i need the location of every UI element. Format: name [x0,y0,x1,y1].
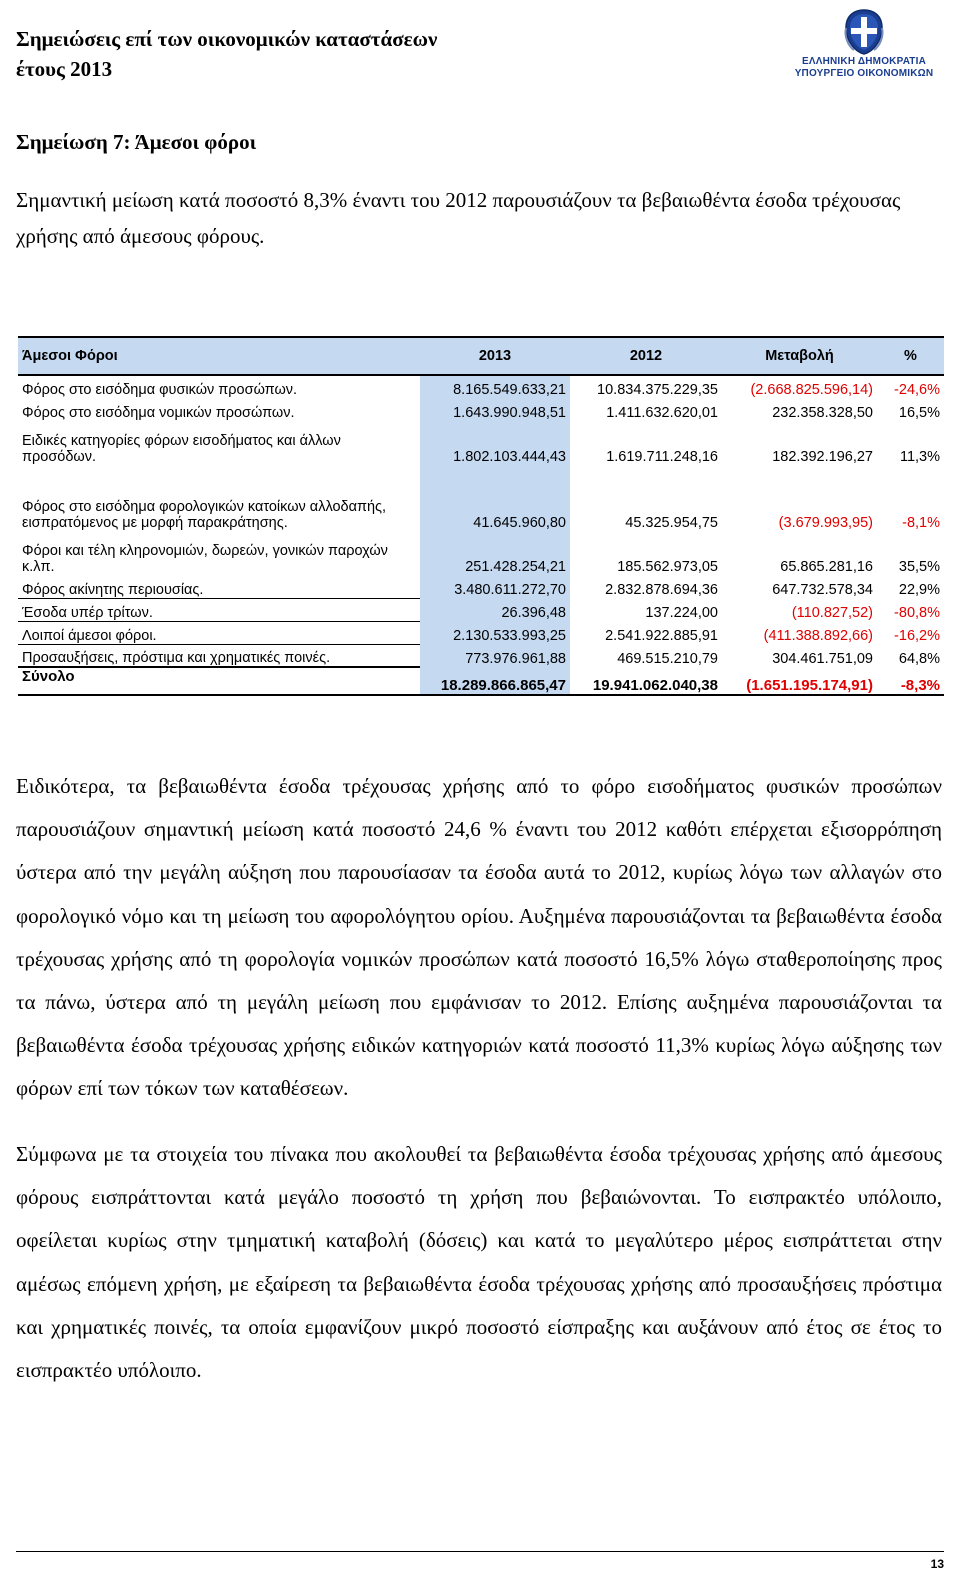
cell-pct: -16,2% [894,628,940,644]
logo-text-line2: ΥΠΟΥΡΓΕΙΟ ΟΙΚΟΝΟΜΙΚΩΝ [794,68,934,79]
row-label: Έσοδα υπέρ τρίτων. [18,598,420,621]
header-label: Άμεσοι Φόροι [18,337,420,375]
total-change: (1.651.195.174,91) [722,667,877,695]
cell-2013: 773.976.961,88 [420,644,570,667]
cell-pct: 11,3% [899,449,940,465]
table-row [18,531,944,575]
cell-2013: 251.428.254,21 [420,531,570,575]
cell-pct: 16,5% [898,405,940,421]
table-row [18,465,944,531]
footer-divider [16,1551,944,1552]
cell-pct: 35,5% [898,559,940,575]
table-row [18,398,944,421]
cell-2013: 3.480.611.272,70 [420,575,570,598]
row-label: Φόρος ακίνητης περιουσίας. [18,575,420,598]
cell-change: (110.827,52) [791,605,873,621]
cell-2013: 2.130.533.993,25 [420,621,570,644]
row-label: Προσαυξήσεις, πρόστιμα και χρηματικές ποινές. [18,644,420,667]
cell-2012: 137.224,00 [645,605,718,621]
cell-2013: 1.802.103.444,43 [420,421,570,465]
cell-2012: 45.325.954,75 [625,515,718,531]
table-row [18,598,944,621]
row-label: Φόροι και τέλη κληρονομιών, δωρεών, γονικών παροχών κ.λπ. [22,543,388,575]
cell-change: 65.865.281,16 [780,559,873,575]
row-label: Φόρος στο εισόδημα φορολογικών κατοίκων αλλοδαπής, εισπρατόμενος με μορφή παρακράτησης. [22,499,387,531]
total-2012: 19.941.062.040,38 [570,667,722,695]
cell-2013: 41.645.960,80 [420,465,570,531]
document-header [16,24,516,84]
cell-2012: 1.411.632.620,01 [606,405,718,421]
cell-2013: 8.165.549.633,21 [420,375,570,398]
cell-change: (3.679.993,95) [778,515,873,531]
cell-2012: 1.619.711.248,16 [606,449,718,465]
cell-change: (411.388.892,66) [763,628,873,644]
cell-2012: 2.832.878.694,36 [605,582,718,598]
header-title-line1: Σημειώσεις επί των οικονομικών καταστάσεων [16,27,438,51]
table-total-row [18,667,944,695]
cell-change: 304.461.751,09 [772,651,873,667]
cell-change: 232.358.328,50 [772,405,873,421]
table-row [18,644,944,667]
cell-pct: -80,8% [894,605,940,621]
row-label: Φόρος στο εισόδημα νομικών προσώπων. [22,405,295,421]
note-intro: Σημαντική μείωση κατά ποσοστό 8,3% έναντι του 2012 παρουσιάζουν τα βεβαιωθέντα έσοδα τρέχουσας χρήσης από άμεσους φόρους. [16,188,901,248]
body-paragraph-2: Σύμφωνα με τα στοιχεία του πίνακα που ακολουθεί τα βεβαιωθέντα έσοδα τρέχουσας χρήσης από άμεσους φόρους εισπράττονται κατά μεγάλο ποσοστό τη χρήση που βεβαιώνονται. Το εισπρακτέο υπόλοιπο, οφείλεται κυρίως στην τμηματική καταβολή (δόσεις) και κατά το μεγαλύτερο μέρος εισπράττεται στην αμέσως επόμενη χρήση, με εξαίρεση τα βεβαιωθέντα έσοδα τρέχουσας χρήσης από προσαυξήσεις πρόστιμα και χρηματικές ποινές, τα οποία εμφανίζουν μικρό ποσοστό είσπραξης και αυξάνουν από έτος σε έτος το εισπρακτέο υπόλοιπο. [16,1142,942,1383]
cell-pct: 22,9% [898,582,940,598]
ministry-logo [784,8,944,83]
cell-2012: 185.562.973,05 [617,559,718,575]
total-pct: -8,3% [877,667,944,695]
table-row [18,575,944,598]
direct-taxes-table [18,336,944,696]
header-title-line2: έτους 2013 [16,57,113,81]
row-label: Φόρος στο εισόδημα φυσικών προσώπων. [22,382,298,398]
cell-pct: -8,1% [902,515,940,531]
table-row [18,421,944,465]
cell-2012: 10.834.375.229,35 [597,382,718,398]
note-title: Σημείωση 7: Άμεσοι φόροι [16,130,257,154]
cell-pct: -24,6% [894,382,940,398]
header-2013: 2013 [420,337,570,375]
table-row [18,621,944,644]
table-row [18,375,944,398]
cell-change: (2.668.825.596,14) [750,382,873,398]
cell-2012: 469.515.210,79 [617,651,718,667]
total-label: Σύνολο [18,667,420,695]
cell-change: 647.732.578,34 [772,582,873,598]
page-number: 13 [930,1557,944,1571]
logo-text-line1: ΕΛΛΗΝΙΚΗ ΔΗΜΟΚΡΑΤΙΑ [801,56,927,67]
header-2012: 2012 [570,337,722,375]
cell-change: 182.392.196,27 [772,449,873,465]
cell-2013: 1.643.990.948,51 [420,398,570,421]
cell-2012: 2.541.922.885,91 [605,628,718,644]
header-change: Μεταβολή [722,337,877,375]
row-label: Λοιποί άμεσοι φόροι. [18,621,420,644]
row-label: Ειδικές κατηγορίες φόρων εισοδήματος και άλλων προσόδων. [22,433,341,465]
cell-pct: 64,8% [898,651,940,667]
greek-coat-of-arms-icon [842,8,886,56]
cell-2013: 26.396,48 [420,598,570,621]
header-pct: % [877,337,944,375]
table-header-row [18,337,944,375]
total-2013: 18.289.866.865,47 [420,667,570,695]
body-paragraph-1: Ειδικότερα, τα βεβαιωθέντα έσοδα τρέχουσας χρήσης από το φόρο εισοδήματος φυσικών προσώπων παρουσιάζουν σημαντική μείωση κατά ποσοστό 24,6 % έναντι του 2012 καθότι επέρχεται εξισορρόπηση ύστερα από την μεγάλη αύξηση που παρουσίασαν τα έσοδα αυτά το 2012, κυρίως λόγω των αλλαγών στο φορολογικό νόμο και τη μείωση του αφορολόγητου ορίου. Αυξημένα παρουσιάζονται τα βεβαιωθέντα έσοδα τρέχουσας χρήσης από τη φορολογία νομικών προσώπων κατά ποσοστό 16,5% λόγω σταθεροποίησης προς τα πάνω, ύστερα από τη μεγάλη μείωση που εμφάνισαν το 2012. Επίσης αυξημένα παρουσιάζονται τα βεβαιωθέντα έσοδα τρέχουσας χρήσης ειδικών κατηγοριών κατά ποσοστό 11,3% κυρίως λόγω αύξησης των φόρων επί των τόκων των καταθέσεων. [16,774,942,1101]
